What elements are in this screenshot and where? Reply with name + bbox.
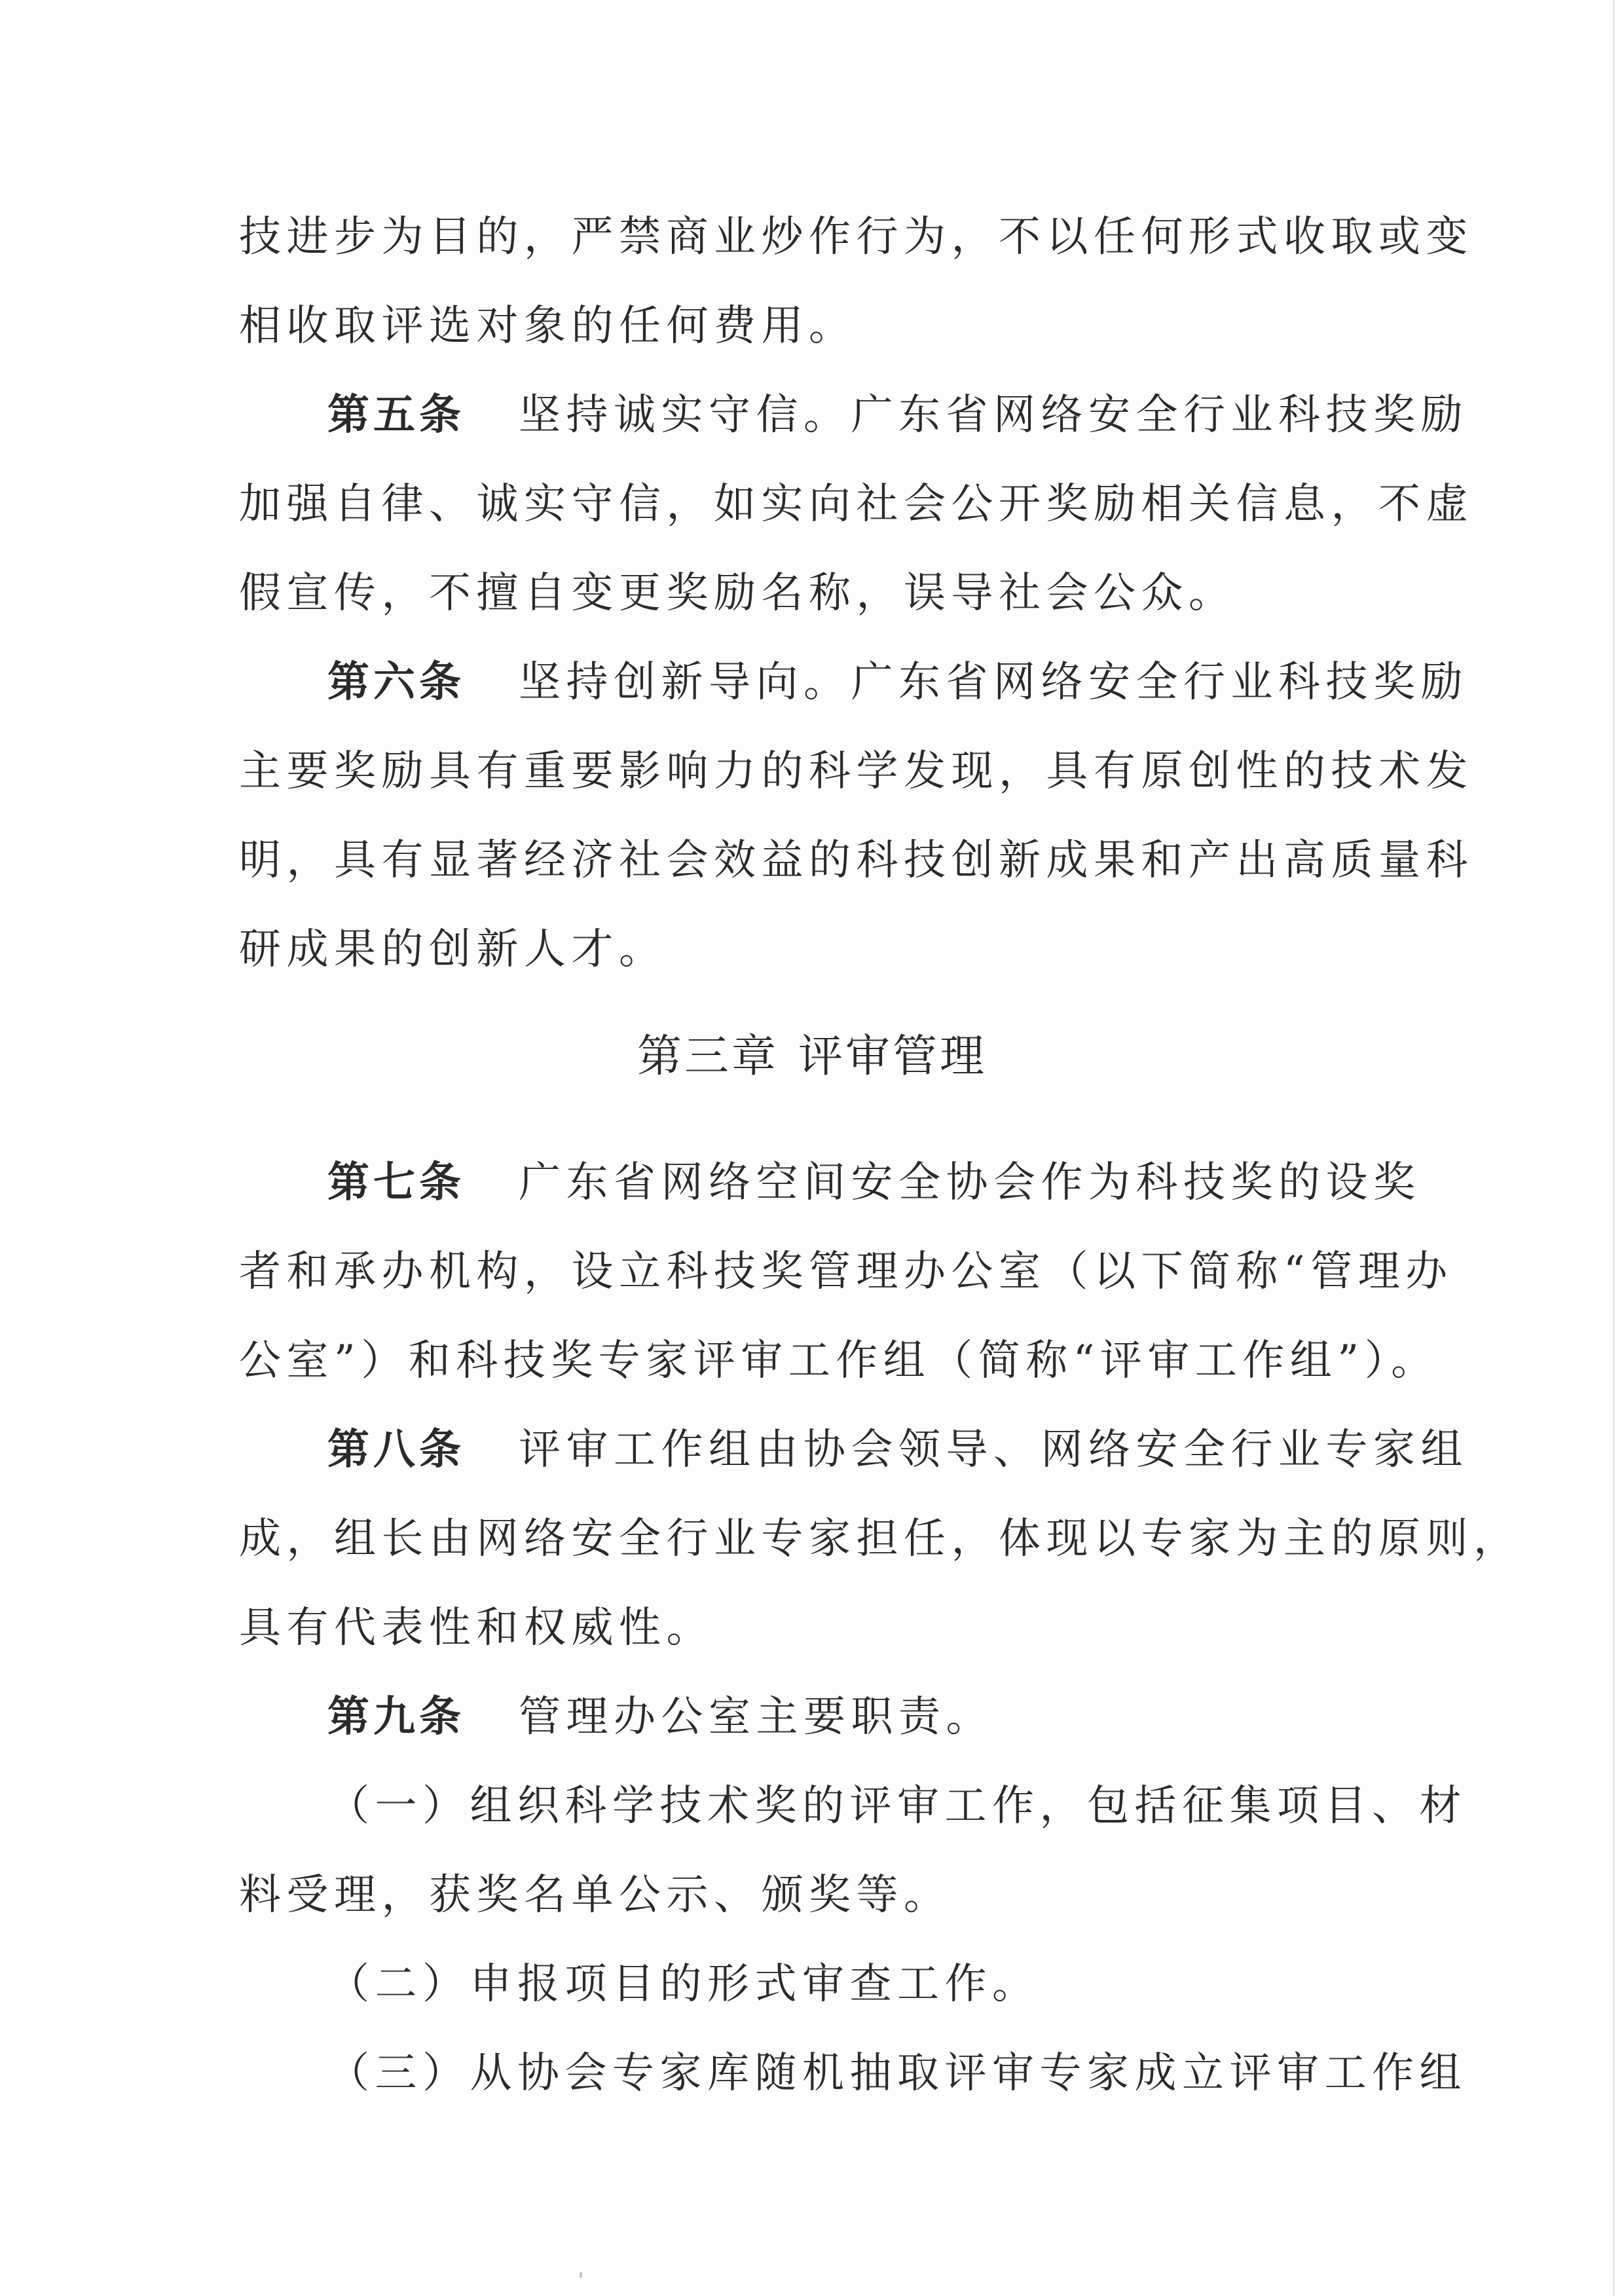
article-8-label: 第八条 (327, 1425, 465, 1474)
article-5-label: 第五条 (327, 390, 465, 439)
body-text: 管理办公室主要职责。 (519, 1693, 993, 1741)
body-line: 加强自律、诚实守信，如实向社会公开奖励相关信息，不虚 (239, 480, 1473, 528)
chapter-title: 评审管理 (798, 1031, 987, 1083)
body-text: 坚持创新导向。广东省网络安全行业科技奖励 (519, 658, 1468, 707)
body-line: 具有代表性和权威性。 (239, 1604, 714, 1652)
body-text: 广东省网络空间安全协会作为科技奖的设奖 (519, 1158, 1421, 1207)
body-line: 假宣传，不擅自变更奖励名称，误导社会公众。 (239, 569, 1236, 618)
body-line: 公室”）和科技奖专家评审工作组（简称“评审工作组”）。 (239, 1337, 1439, 1385)
item-1-first-line: （一）组织科学技术奖的评审工作，包括征集项目、材 (327, 1782, 1467, 1830)
body-line: 技进步为目的，严禁商业炒作行为，不以任何形式收取或变 (239, 213, 1473, 261)
body-line: 相收取评选对象的任何费用。 (239, 302, 857, 350)
scan-speck (580, 2272, 582, 2278)
article-6-label: 第六条 (327, 657, 465, 707)
body-text: 坚持诚实守信。广东省网络安全行业科技奖励 (519, 391, 1468, 439)
article-9-first-line (327, 1692, 1467, 1741)
article-7-first-line (327, 1158, 1467, 1207)
body-line: 料受理，获奖名单公示、颁奖等。 (239, 1871, 951, 1919)
article-6-first-line (327, 657, 1468, 707)
item-2-line: （二）申报项目的形式审查工作。 (327, 1960, 1040, 2009)
body-text: 评审工作组由协会领导、网络安全行业专家组 (519, 1426, 1468, 1474)
body-line: 者和承办机构，设立科技奖管理办公室（以下简称“管理办 (239, 1248, 1453, 1296)
body-line: 研成果的创新人才。 (239, 925, 667, 974)
item-3-first-line: （三）从协会专家库随机抽取评审专家成立评审工作组 (327, 2049, 1467, 2098)
chapter-number: 第三章 (637, 1031, 779, 1083)
body-line: 明，具有显著经济社会效益的科技创新成果和产出高质量科 (239, 836, 1473, 885)
page-edge-shadow (1613, 0, 1615, 2296)
body-line: 成，组长由网络安全行业专家担任，体现以专家为主的原则， (239, 1515, 1521, 1563)
article-8-first-line (327, 1425, 1468, 1474)
body-line: 主要奖励具有重要影响力的科学发现，具有原创性的技术发 (239, 747, 1473, 796)
article-9-label: 第九条 (327, 1692, 465, 1741)
chapter-heading (0, 1031, 1624, 1083)
article-5-first-line (327, 390, 1468, 439)
article-7-label: 第七条 (327, 1158, 465, 1207)
